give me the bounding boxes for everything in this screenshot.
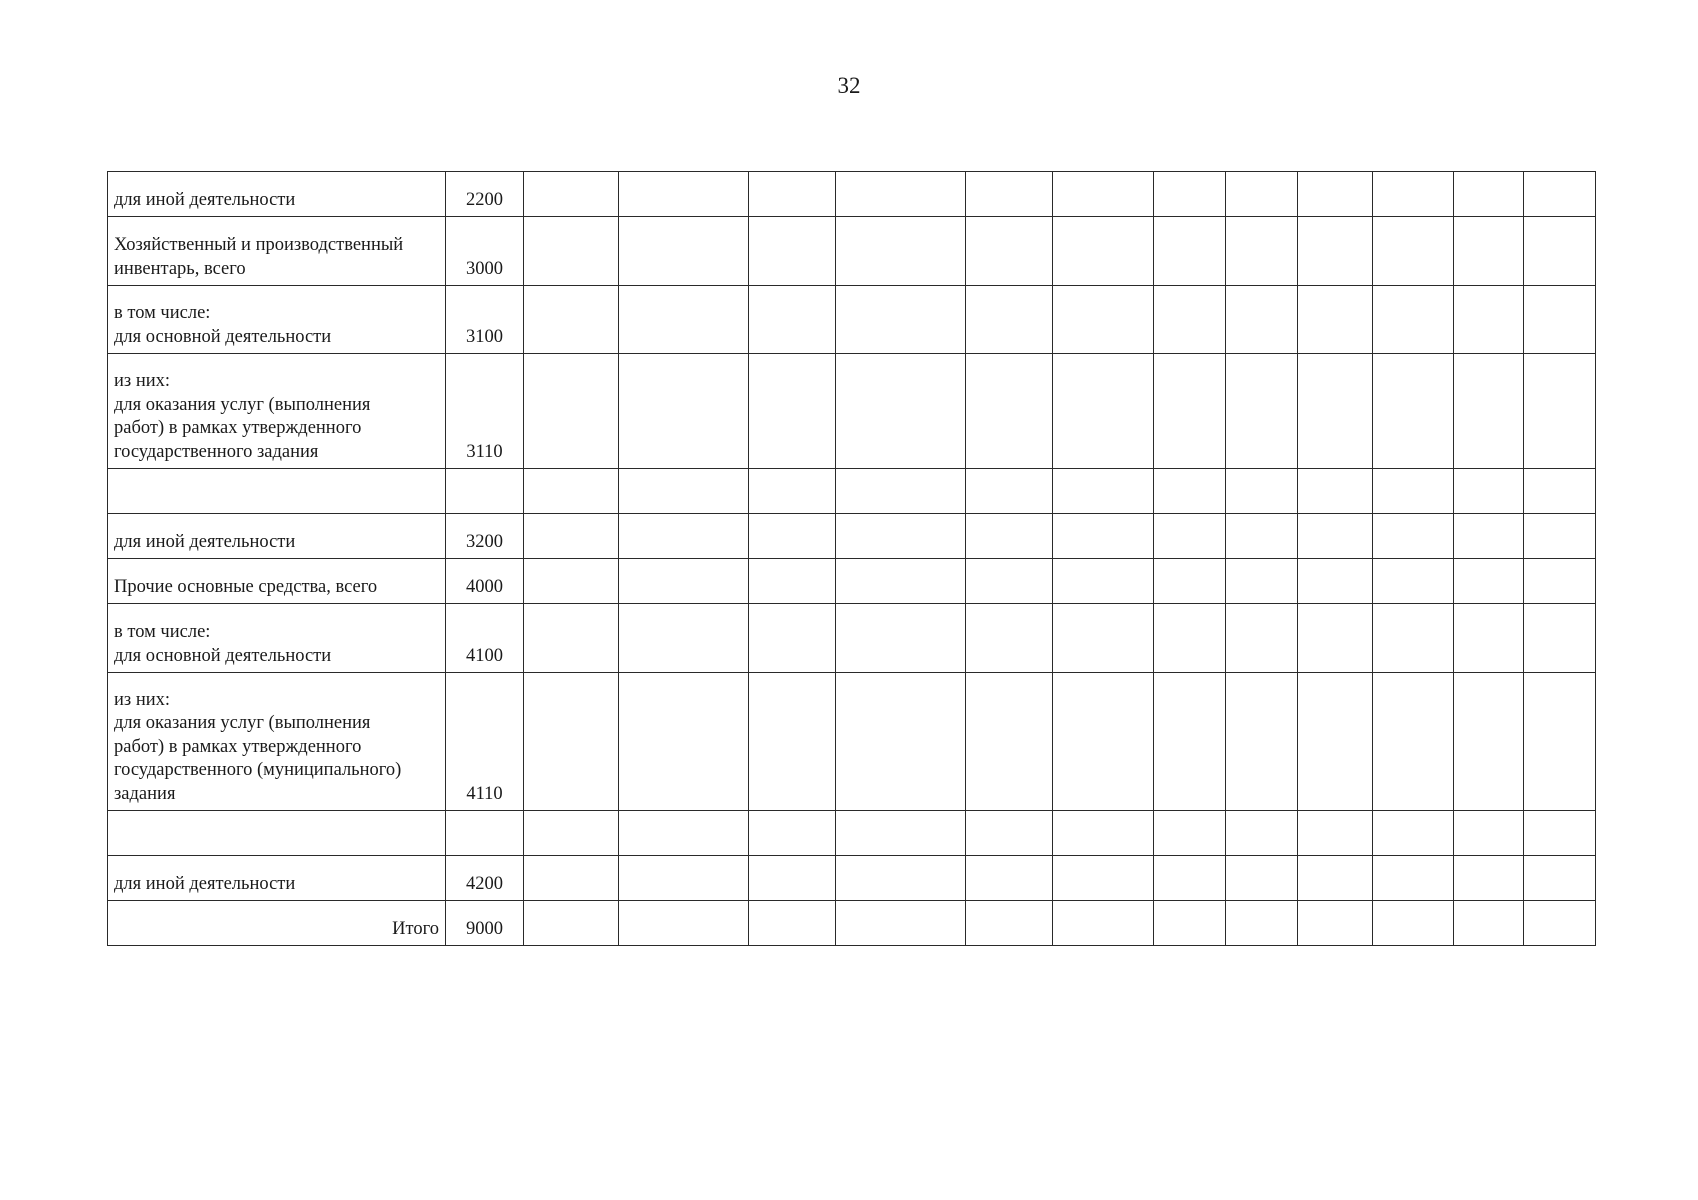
row-name-line: Итого: [392, 918, 439, 939]
value-cell: [966, 901, 1053, 946]
value-cell: [749, 354, 836, 469]
row-code-cell: 3000: [446, 217, 524, 286]
value-cell: [1524, 217, 1596, 286]
value-cell: [524, 514, 619, 559]
value-cell: [524, 469, 619, 514]
value-cell: [1524, 172, 1596, 217]
value-cell: [1373, 217, 1454, 286]
value-cell: [619, 811, 749, 856]
value-cell: [524, 856, 619, 901]
value-cell: [1373, 673, 1454, 811]
value-cell: [619, 286, 749, 354]
row-name-cell: [108, 286, 446, 354]
value-cell: [1298, 811, 1373, 856]
value-cell: [749, 172, 836, 217]
value-cell: [836, 559, 966, 604]
row-name-line: работ) в рамках утвержденного: [114, 736, 362, 757]
value-cell: [1454, 514, 1524, 559]
assets-table: [107, 171, 1596, 946]
value-cell: [1154, 901, 1226, 946]
value-cell: [966, 172, 1053, 217]
value-cell: [1373, 901, 1454, 946]
value-cell: [1226, 172, 1298, 217]
row-code-cell: 4110: [446, 673, 524, 811]
row-name-line: для иной деятельности: [114, 531, 296, 552]
value-cell: [1454, 172, 1524, 217]
value-cell: [749, 286, 836, 354]
row-name-line: для оказания услуг (выполнения: [114, 394, 371, 415]
row-code-cell: 4200: [446, 856, 524, 901]
value-cell: [1454, 901, 1524, 946]
value-cell: [749, 559, 836, 604]
row-code-cell: [446, 811, 524, 856]
value-cell: [1154, 811, 1226, 856]
value-cell: [1053, 514, 1154, 559]
row-name-line: для основной деятельности: [114, 645, 332, 666]
value-cell: [966, 217, 1053, 286]
value-cell: [1524, 856, 1596, 901]
table-row: [108, 673, 1596, 811]
value-cell: [524, 286, 619, 354]
table-row: [108, 559, 1596, 604]
value-cell: [966, 286, 1053, 354]
value-cell: [1454, 673, 1524, 811]
row-name-line: Прочие основные средства, всего: [114, 576, 378, 597]
table-row: [108, 604, 1596, 673]
row-name-line: в том числе:: [114, 303, 211, 323]
value-cell: [1226, 354, 1298, 469]
table-row-empty: [108, 469, 1596, 514]
row-code-cell: 4100: [446, 604, 524, 673]
value-cell: [619, 673, 749, 811]
value-cell: [1373, 354, 1454, 469]
row-name-line: в том числе:: [114, 622, 211, 642]
row-name-cell: [108, 901, 446, 946]
value-cell: [1053, 559, 1154, 604]
value-cell: [749, 469, 836, 514]
row-name-line: инвентарь, всего: [114, 258, 246, 279]
value-cell: [1373, 856, 1454, 901]
value-cell: [1454, 559, 1524, 604]
value-cell: [1053, 856, 1154, 901]
value-cell: [1524, 901, 1596, 946]
row-name-line: задания: [114, 783, 176, 804]
value-cell: [1226, 217, 1298, 286]
row-code-cell: 2200: [446, 172, 524, 217]
value-cell: [1053, 469, 1154, 514]
value-cell: [1454, 354, 1524, 469]
value-cell: [1373, 559, 1454, 604]
value-cell: [836, 514, 966, 559]
value-cell: [1226, 559, 1298, 604]
value-cell: [1524, 514, 1596, 559]
value-cell: [836, 673, 966, 811]
row-name-cell: [108, 604, 446, 673]
row-name-line: из них:: [114, 689, 171, 710]
value-cell: [966, 604, 1053, 673]
row-name-line: работ) в рамках утвержденного: [114, 418, 362, 438]
value-cell: [836, 811, 966, 856]
value-cell: [1154, 559, 1226, 604]
value-cell: [619, 901, 749, 946]
value-cell: [524, 354, 619, 469]
row-name-cell: [108, 217, 446, 286]
value-cell: [1298, 604, 1373, 673]
row-name-cell: [108, 469, 446, 514]
value-cell: [524, 901, 619, 946]
value-cell: [1053, 604, 1154, 673]
value-cell: [749, 856, 836, 901]
value-cell: [619, 172, 749, 217]
table-row: [108, 856, 1596, 901]
value-cell: [1454, 811, 1524, 856]
value-cell: [749, 901, 836, 946]
value-cell: [749, 604, 836, 673]
value-cell: [1053, 286, 1154, 354]
value-cell: [836, 172, 966, 217]
value-cell: [1154, 673, 1226, 811]
value-cell: [619, 559, 749, 604]
value-cell: [1053, 673, 1154, 811]
value-cell: [1454, 469, 1524, 514]
value-cell: [836, 354, 966, 469]
value-cell: [966, 673, 1053, 811]
value-cell: [1298, 901, 1373, 946]
value-cell: [966, 354, 1053, 469]
value-cell: [836, 469, 966, 514]
value-cell: [1226, 514, 1298, 559]
value-cell: [1454, 217, 1524, 286]
value-cell: [619, 217, 749, 286]
value-cell: [524, 559, 619, 604]
value-cell: [524, 604, 619, 673]
table-row: [108, 217, 1596, 286]
value-cell: [749, 811, 836, 856]
row-name-cell: [108, 856, 446, 901]
value-cell: [1373, 604, 1454, 673]
value-cell: [1524, 469, 1596, 514]
table-row: [108, 354, 1596, 469]
value-cell: [1226, 811, 1298, 856]
row-name-cell: [108, 811, 446, 856]
row-code-cell: [446, 469, 524, 514]
row-code-cell: 3200: [446, 514, 524, 559]
value-cell: [1454, 604, 1524, 673]
value-cell: [1226, 673, 1298, 811]
row-code-cell: 9000: [446, 901, 524, 946]
page-number: 32: [837, 73, 861, 98]
row-name-line: государственного задания: [114, 441, 319, 462]
row-name-line: из них:: [114, 371, 171, 391]
value-cell: [1053, 354, 1154, 469]
table-row-total: [108, 901, 1596, 946]
value-cell: [1298, 514, 1373, 559]
value-cell: [966, 811, 1053, 856]
value-cell: [1154, 469, 1226, 514]
value-cell: [1226, 604, 1298, 673]
value-cell: [836, 856, 966, 901]
value-cell: [1373, 286, 1454, 354]
table-row: [108, 514, 1596, 559]
value-cell: [1053, 901, 1154, 946]
value-cell: [619, 604, 749, 673]
value-cell: [836, 901, 966, 946]
value-cell: [966, 514, 1053, 559]
value-cell: [1373, 469, 1454, 514]
row-name-cell: [108, 354, 446, 469]
value-cell: [1298, 559, 1373, 604]
value-cell: [836, 604, 966, 673]
value-cell: [1524, 286, 1596, 354]
value-cell: [836, 286, 966, 354]
value-cell: [966, 559, 1053, 604]
row-name-line: для иной деятельности: [114, 873, 296, 894]
row-code-cell: 3100: [446, 286, 524, 354]
row-name-line: государственного (муниципального): [114, 760, 402, 780]
value-cell: [1298, 172, 1373, 217]
value-cell: [1154, 354, 1226, 469]
table-row: [108, 286, 1596, 354]
row-name-line: для иной деятельности: [114, 189, 296, 210]
value-cell: [1454, 856, 1524, 901]
row-name-cell: [108, 514, 446, 559]
value-cell: [1524, 673, 1596, 811]
value-cell: [1524, 811, 1596, 856]
value-cell: [619, 856, 749, 901]
value-cell: [1298, 469, 1373, 514]
value-cell: [1373, 172, 1454, 217]
value-cell: [1373, 514, 1454, 559]
value-cell: [1454, 286, 1524, 354]
row-name-cell: [108, 673, 446, 811]
value-cell: [524, 811, 619, 856]
value-cell: [1154, 856, 1226, 901]
value-cell: [524, 217, 619, 286]
value-cell: [1154, 172, 1226, 217]
value-cell: [1524, 604, 1596, 673]
value-cell: [1226, 901, 1298, 946]
value-cell: [1154, 217, 1226, 286]
value-cell: [1226, 856, 1298, 901]
row-name-line: для оказания услуг (выполнения: [114, 713, 371, 733]
value-cell: [619, 354, 749, 469]
value-cell: [1053, 811, 1154, 856]
value-cell: [1053, 217, 1154, 286]
table-row-empty: [108, 811, 1596, 856]
table-body: [108, 172, 1596, 946]
row-name-line: Хозяйственный и производственный: [114, 235, 404, 255]
value-cell: [1298, 354, 1373, 469]
table-row: [108, 172, 1596, 217]
value-cell: [1154, 514, 1226, 559]
value-cell: [619, 514, 749, 559]
row-code-cell: 3110: [446, 354, 524, 469]
value-cell: [1226, 286, 1298, 354]
value-cell: [619, 469, 749, 514]
value-cell: [1298, 286, 1373, 354]
row-name-line: для основной деятельности: [114, 326, 332, 347]
value-cell: [836, 217, 966, 286]
value-cell: [1053, 172, 1154, 217]
value-cell: [966, 856, 1053, 901]
value-cell: [966, 469, 1053, 514]
value-cell: [749, 514, 836, 559]
value-cell: [1373, 811, 1454, 856]
value-cell: [524, 673, 619, 811]
value-cell: [1154, 286, 1226, 354]
value-cell: [1298, 217, 1373, 286]
value-cell: [1298, 673, 1373, 811]
value-cell: [749, 673, 836, 811]
row-name-cell: [108, 172, 446, 217]
value-cell: [1524, 559, 1596, 604]
value-cell: [1298, 856, 1373, 901]
value-cell: [749, 217, 836, 286]
row-name-cell: [108, 559, 446, 604]
value-cell: [1524, 354, 1596, 469]
value-cell: [524, 172, 619, 217]
row-code-cell: 4000: [446, 559, 524, 604]
value-cell: [1154, 604, 1226, 673]
value-cell: [1226, 469, 1298, 514]
